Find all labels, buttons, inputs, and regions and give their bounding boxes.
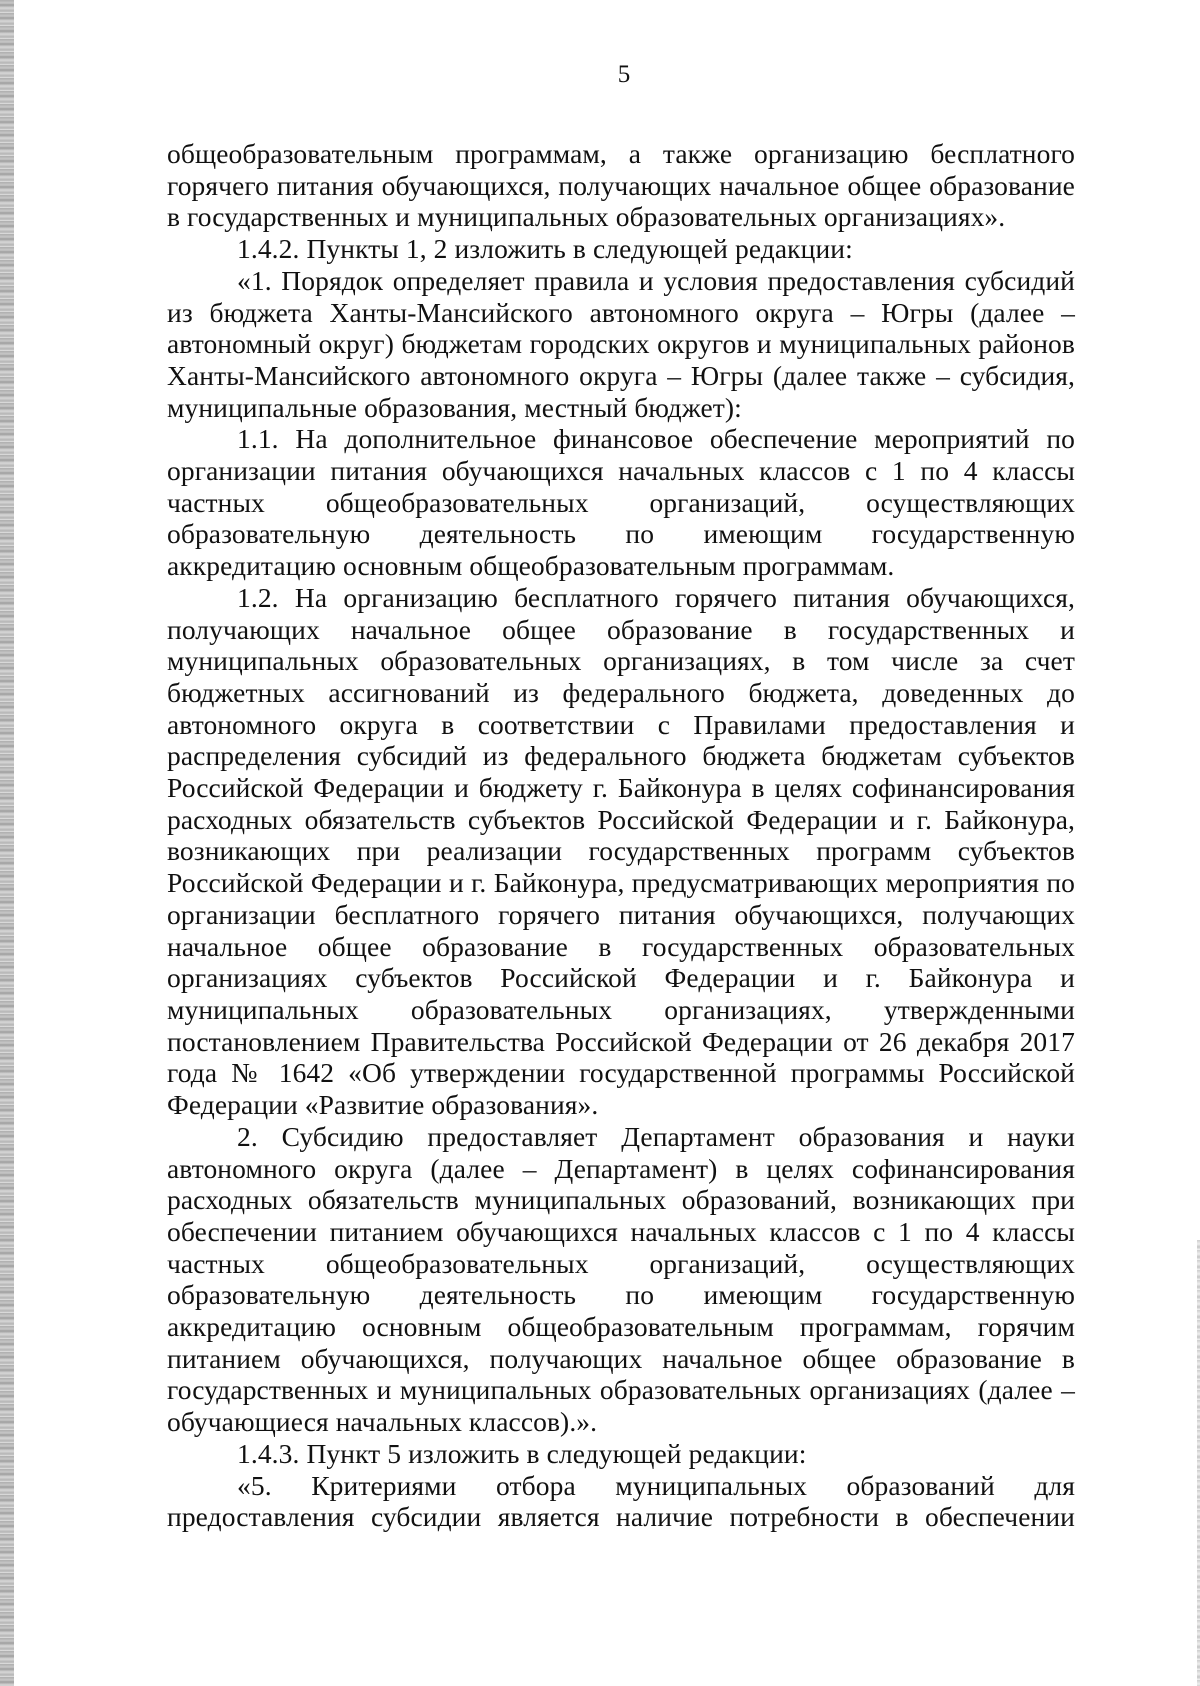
paragraph: 1.4.2. Пункты 1, 2 изложить в следующей редакции: <box>237 233 853 265</box>
paragraph: 1.4.3. Пункт 5 изложить в следующей редакции: <box>237 1437 807 1469</box>
paragraph: 2. Субсидию предоставляет Департамент образования и науки автономного округа (далее – Департамент) в целях софинансирования расходных обязательств муниципальных образований, возникающих при обеспечении питанием обучающихся начальных классов с 1 по 4 классы частных общеобразовательных организаций, осуществляющих образовательную деятельность по имеющим государственную аккредитацию основным общеобразовательным программам, горячим питанием обучающихся, получающих начальное общее образование в государственных и муниципальных образовательных организациях (далее – обучающиеся начальных классов).». <box>167 1120 1075 1438</box>
document-body <box>167 138 1075 1533</box>
paragraph: «5. Критериями отбора муниципальных образований для предоставления субсидии является наличие потребности в обеспечении <box>167 1469 1075 1533</box>
paragraph: «1. Порядок определяет правила и условия предоставления субсидий из бюджета Ханты-Мансийского автономного округа – Югры (далее – автономный округ) бюджетам городских округов и муниципальных районов Ханты-Мансийского автономного округа – Югры (далее также – субсидия, муниципальные образования, местный бюджет): <box>167 264 1075 423</box>
scan-edge-artifact <box>0 0 14 1686</box>
paragraph: общеобразовательным программам, а также организацию бесплатного горячего питания обучающихся, получающих начальное общее образование в государственных и муниципальных образовательных организациях». <box>167 138 1075 233</box>
paragraph: 1.2. На организацию бесплатного горячего питания обучающихся, получающих начальное общее образование в государственных и муниципальных образовательных организациях, в том числе за счет бюджетных ассигнований из федерального бюджета, доведенных до автономного округа в соответствии с Правилами предоставления и распределения субсидий из федерального бюджета бюджетам субъектов Российской Федерации и бюджету г. Байконура в целях софинансирования расходных обязательств субъектов Российской Федерации и г. Байконура, возникающих при реализации государственных программ субъектов Российской Федерации и г. Байконура, предусматривающих мероприятия по организации бесплатного горячего питания обучающихся, получающих начальное общее образование в государственных образовательных организациях субъектов Российской Федерации и г. Байконура и муниципальных образовательных организациях, утвержденными постановлением Правительства Российской Федерации от 26 декабря 2017 года № 1642 «Об утверждении государственной программы Российской Федерации «Развитие образования». <box>167 581 1075 1121</box>
page-number: 5 <box>617 61 631 88</box>
paragraph: 1.1. На дополнительное финансовое обеспечение мероприятий по организации питания обучающихся начальных классов с 1 по 4 классы частных общеобразовательных организаций, осуществляющих образовательную деятельность по имеющим государственную аккредитацию основным общеобразовательным программам. <box>167 423 1075 582</box>
